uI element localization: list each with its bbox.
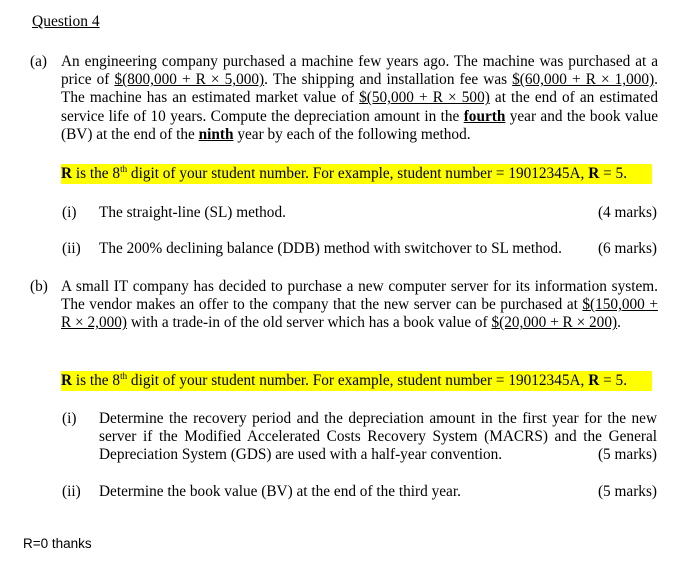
part-a-label: (a) — [30, 53, 47, 70]
part-a-fee: $(60,000 + R × 1,000) — [512, 71, 655, 89]
part-b-item-1-num: (i) — [62, 410, 77, 427]
part-b-price: $(150,000 + R × 2,000) — [61, 296, 658, 332]
part-b-item-1-marks: (5 marks) — [597, 446, 657, 463]
part-a-item-1-marks: (4 marks) — [597, 204, 657, 221]
part-a-item-2-text: The 200% declining balance (DDB) method with switchover to SL method. — [99, 240, 562, 257]
part-a-item-1-num: (i) — [62, 204, 77, 221]
footer-note: R=0 thanks — [23, 536, 92, 551]
part-b-label: (b) — [30, 278, 48, 295]
part-a-r-note: R is the 8th digit of your student number. For example, student number = 19012345A, R = 5. — [61, 164, 652, 184]
part-a-item-2-num: (ii) — [62, 240, 81, 257]
part-b-item-2-marks: (5 marks) — [597, 483, 657, 500]
part-a-item-2-marks: (6 marks) — [597, 240, 657, 257]
part-b-item-2-text: Determine the book value (BV) at the end of the third year. — [99, 483, 461, 500]
part-a-text: An engineering company purchased a machine few years ago. The machine was purchased at a price of $(800,000 + R × 5,000). The shipping and installation fee was $(60,000 + R × 1,000). The machine has an estimated market value of $(50,000 + R × 500) at the end of an estimated service life of 10 years. Compute the depreciation amount in the fourth year and the book value (BV) at the end of the ninth year by each of the following method. — [61, 53, 659, 143]
part-b-r-note: R is the 8th digit of your student number. For example, student number = 19012345A, R = 5. — [61, 371, 652, 391]
part-a-item-1-text: The straight-line (SL) method. — [99, 204, 286, 221]
part-a-fourth: fourth — [463, 107, 506, 125]
part-b-item-1-text: Determine the recovery period and the depreciation amount in the first year for the new server if the Modified Accelerated Costs Recovery System (MACRS) and the General Depreciation System (GDS) are used with a half-year convention. — [99, 410, 657, 464]
part-b-book-value: $(20,000 + R × 200) — [491, 314, 618, 332]
part-a-price: $(800,000 + R × 5,000) — [114, 71, 265, 89]
part-b-item-2-num: (ii) — [62, 483, 81, 500]
part-a-market-value: $(50,000 + R × 500) — [359, 89, 490, 107]
part-b-text: A small IT company has decided to purchase a new computer server for its information system. The vendor makes an offer to the company that the new server can be purchased at $(150,000 + R × 2,000) with a trade-in of the old server which has a book value of $(20,000 + R × 200). — [61, 278, 658, 332]
question-title: Question 4 — [32, 13, 100, 30]
part-a-ninth: ninth — [198, 125, 234, 143]
